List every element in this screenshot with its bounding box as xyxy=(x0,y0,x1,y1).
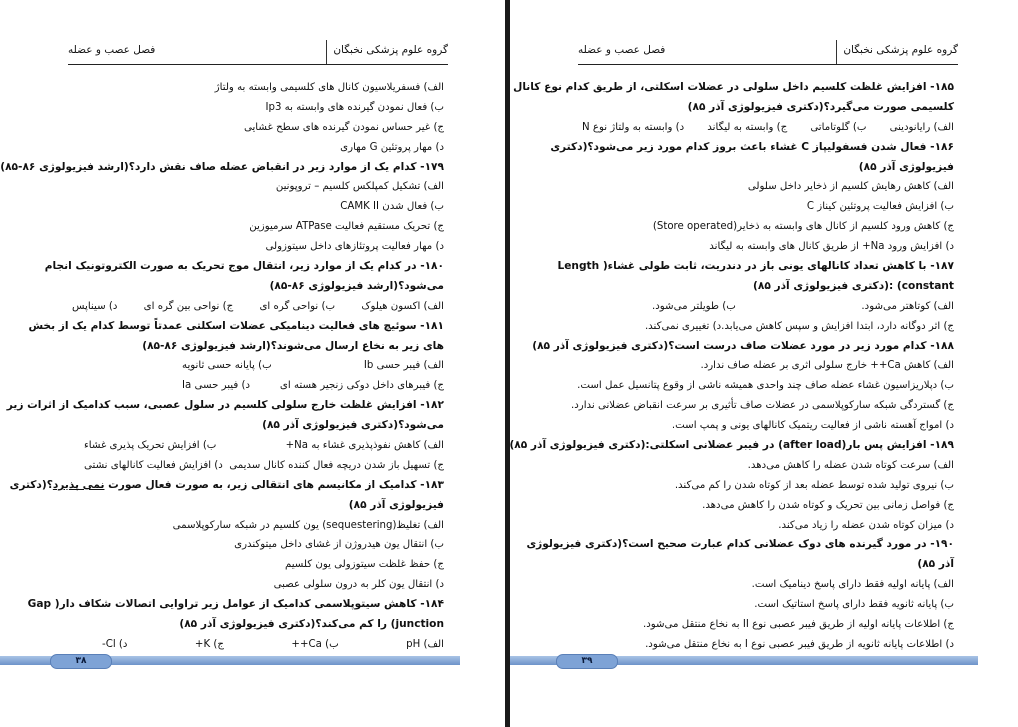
left-page xyxy=(0,0,505,727)
option: ج) نواحی بین گره ای xyxy=(143,300,234,312)
option: ب) نواحی گره ای xyxy=(259,300,336,312)
q187-options-row2 xyxy=(582,317,954,337)
q182-options-row1 xyxy=(72,436,444,456)
question-185-cont: کلسیمی صورت می‌گیرد؟(دکتری فیزیولوژی آذر ۸۵) xyxy=(687,100,954,113)
option: ب) گلوتاماتی xyxy=(810,121,867,133)
option: الف) pH xyxy=(406,638,444,650)
option: الف) فیبر حسی Ib xyxy=(363,360,444,372)
option-line: ج) اطلاعات پایانه اولیه از طریق فیبر عصبی نوع II به نخاع منتقل می‌شود. xyxy=(642,619,954,631)
q183-suffix: ؟(دکتری xyxy=(9,478,53,491)
option: د) وابسته به ولتاژ نوع N xyxy=(582,121,685,133)
option: ج) اثر دوگانه دارد، ابتدا افزایش و سپس کاهش می‌یابد. xyxy=(721,320,954,332)
option: ج) فیبرهای داخل دوکی زنجیر هسته ای xyxy=(279,380,444,392)
option-line: ج) تحریک مستقیم فعالیت ATPase سرمیوزین xyxy=(249,221,444,233)
option-line: د) افزایش ورود Na+ از طریق کانال های وابسته به لیگاند xyxy=(709,241,954,253)
question-187-cont: constant) :(دکتری فیزیولوژی آذر ۸۵) xyxy=(753,279,954,292)
left-page-body xyxy=(0,78,444,655)
question-186-cont: فیزیولوژی آذر ۸۵) xyxy=(858,160,954,173)
chapter-title: فصل عصب و عضله xyxy=(578,44,666,56)
option-line: ب) دپلاریزاسیون غشاء عضله صاف چند واحدی همیشه ناشی از وقوع پتانسیل عمل است. xyxy=(577,380,954,392)
option: د) سیناپس xyxy=(72,300,118,312)
left-page-footer xyxy=(0,654,505,667)
right-page-header xyxy=(578,40,958,62)
question-185: ۱۸۵- افزایش غلظت کلسیم داخل سلولی در عضلات اسکلتی، از طریق کدام نوع کانال xyxy=(513,81,954,93)
option: ج) تسهیل باز شدن دریچه فعال کننده کانال سدیمی xyxy=(229,459,444,471)
question-188: ۱۸۸- کدام مورد زیر در مورد عضلات صاف درست است؟(دکتری فیزیولوژی آذر ۸۵) xyxy=(532,339,954,352)
option-line: ب) نیروی تولید شده توسط عضله بعد از کوتاه شدن را کم می‌کند. xyxy=(674,479,954,491)
header-separator xyxy=(836,40,837,64)
question-181-cont: های زیر به نخاع ارسال می‌شوند؟(ارشد فیزیولوژی ۸۶-۸۵) xyxy=(142,339,444,352)
q184-options xyxy=(72,635,444,655)
question-190-cont: آذر ۸۵) xyxy=(917,558,954,571)
chapter-title: فصل عصب و عضله xyxy=(68,44,156,56)
option: الف) کوتاهتر می‌شود. xyxy=(861,300,954,312)
question-190: ۱۹۰- در مورد گیرنده های دوک عضلانی کدام عبارت صحیح است؟(دکتری فیزیولوژی xyxy=(526,538,954,551)
option-line: الف) پایانه اولیه فقط دارای پاسخ دینامیک است. xyxy=(751,579,954,591)
header-rule xyxy=(68,64,448,65)
option-line: ب) پایانه ثانویه فقط دارای پاسخ استاتیک است. xyxy=(754,599,954,611)
option-line: د) میزان کوتاه شدن عضله را زیاد می‌کند. xyxy=(778,519,954,531)
option: الف) رایانودینی xyxy=(889,121,954,133)
question-187: ۱۸۷- با کاهش تعداد کانالهای یونی باز در دندریت، ثابت طولی غشاء( Length xyxy=(557,260,954,273)
option: د) Cl- xyxy=(102,638,128,650)
question-182: ۱۸۲- افزایش غلظت خارج سلولی کلسیم در سلول عصبی، سبب کدامیک از اثرات زیر xyxy=(6,399,444,412)
option: د) افزایش فعالیت کانالهای نشتی xyxy=(84,459,223,471)
option-line: د) مهار فعالیت پروتئازهای داخل سیتوزولی xyxy=(265,241,444,253)
q187-options-row1 xyxy=(582,297,954,317)
question-180-cont: می‌شود؟(ارشد فیزیولوژی ۸۶-۸۵) xyxy=(269,279,444,292)
header-separator xyxy=(326,40,327,64)
question-183-cont: فیزیولوژی آذر ۸۵) xyxy=(348,498,444,511)
question-184: ۱۸۴- کاهش سیتوپلاسمی کدامیک از عوامل زیر تراوایی اتصالات شکاف دار( Gap xyxy=(27,598,444,611)
option-line: ج) غیر حساس نمودن گیرنده های سطح غشایی xyxy=(243,121,444,133)
option-line: د) اطلاعات پایانه ثانویه از طریق فیبر عصبی نوع I به نخاع منتقل می‌شود. xyxy=(645,638,954,650)
option-line: ب) انتقال یون هیدروژن از غشای داخل میتوکندری xyxy=(234,539,444,551)
option-line: د) مهار پروتئین G مهاری xyxy=(340,141,444,153)
question-180: ۱۸۰- در کدام یک از موارد زیر، انتقال موج تحریک به صورت الکتروتونیک انجام xyxy=(44,260,444,273)
option-line: الف) تغلیظ(sequestering) یون کلسیم در شبکه سارکوپلاسمی xyxy=(172,519,444,531)
q180-options xyxy=(72,297,444,317)
q181-options-row1 xyxy=(72,356,444,376)
option-line: الف) کاهش Ca++ خارج سلولی اثری بر عضله صاف ندارد. xyxy=(700,360,954,372)
option-line: ج) حفظ غلظت سیتوزولی یون کلسیم xyxy=(284,559,444,571)
page-number: ۳۹ xyxy=(556,654,618,669)
right-page-footer xyxy=(510,654,1018,667)
right-page xyxy=(510,0,1018,727)
question-186: ۱۸۶- فعال شدن فسفولیپاز C غشاء باعث بروز کدام مورد زیر می‌شود؟(دکتری xyxy=(550,140,954,153)
option: ب) افزایش تحریک پذیری غشاء xyxy=(84,440,217,452)
q181-options-row2 xyxy=(72,376,444,396)
book-title: گروه علوم پزشکی نخبگان xyxy=(843,44,958,56)
option-line: الف) کاهش رهایش کلسیم از ذخایر داخل سلولی xyxy=(747,181,954,193)
option-line: الف) فسفریلاسیون کانال های کلسیمی وابسته به ولتاژ xyxy=(214,82,444,93)
question-189: ۱۸۹- افزایش پس بار(after load) در فیبر عضلانی اسکلتی:(دکتری فیزیولوژی آذر ۸۵) xyxy=(509,439,954,452)
left-page-header xyxy=(68,40,448,62)
q182-options-row2 xyxy=(72,456,444,476)
question-182-cont: می‌شود؟(دکتری فیزیولوژی آذر ۸۵) xyxy=(262,419,444,432)
q183-underlined: نمی پذیرد xyxy=(52,478,105,491)
q185-options xyxy=(582,118,954,138)
option-line: ج) گستردگی شبکه سارکوپلاسمی در عضلات صاف تأثیری بر سرعت انقباض عضلانی ندارد. xyxy=(571,400,954,412)
question-183 xyxy=(9,476,444,496)
option: ب) Ca++ xyxy=(291,638,339,650)
question-181: ۱۸۱- سوئیچ های فعالیت دینامیکی عضلات اسکلتی عمدتاً توسط کدام یک از بخش xyxy=(28,319,444,332)
option: ج) وابسته به لیگاند xyxy=(707,121,788,133)
option-line: ب) فعال نمودن گیرنده های وابسته به Ip3 xyxy=(265,101,444,113)
option-line: ج) فواصل زمانی بین تحریک و کوتاه شدن را کاهش می‌دهد. xyxy=(702,499,954,511)
option: ج) K+ xyxy=(194,638,224,650)
option-line: د) انتقال یون کلر به درون سلولی عصبی xyxy=(273,579,444,591)
option: ب) طویلتر می‌شود. xyxy=(652,300,736,312)
header-rule xyxy=(578,64,958,65)
question-184-cont: junction) را کم می‌کند؟(دکتری فیزیولوژی آذر ۸۵) xyxy=(179,618,444,631)
question-179: ۱۷۹- کدام یک از موارد زیر در انقباض عضله صاف نقش دارد؟(ارشد فیزیولوژی ۸۶-۸۵) xyxy=(0,160,444,173)
option: الف) کاهش نفوذپذیری غشاء به Na+ xyxy=(285,440,444,452)
book-title: گروه علوم پزشکی نخبگان xyxy=(333,44,448,56)
option-line: ج) کاهش ورود کلسیم از کانال های وابسته به ذخایر(Store operated) xyxy=(652,221,954,233)
option-line: ب) افزایش فعالیت پروتئین کیناز C xyxy=(806,201,954,213)
option-line: ب) فعال شدن CAMK II xyxy=(340,201,444,213)
option: ب) پایانه حسی ثانویه xyxy=(182,360,272,372)
option-line: الف) تشکیل کمپلکس کلسیم – تروپونین xyxy=(275,181,444,193)
option: الف) اکسون هیلوک xyxy=(361,300,444,312)
right-page-body xyxy=(509,78,954,655)
option: د) تغییری نمی‌کند. xyxy=(644,320,722,332)
option-line: د) امواج آهسته ناشی از فعالیت ریتمیک کانالهای یونی و پمپ است. xyxy=(671,420,954,432)
page-number: ۳۸ xyxy=(50,654,112,669)
option: د) فیبر حسی Ia xyxy=(182,380,250,392)
q183-prefix: ۱۸۳- کدامیک از مکانیسم های انتقالی زیر، به صورت فعال صورت xyxy=(108,478,444,491)
option-line: الف) سرعت کوتاه شدن عضله را کاهش می‌دهد. xyxy=(747,459,954,471)
